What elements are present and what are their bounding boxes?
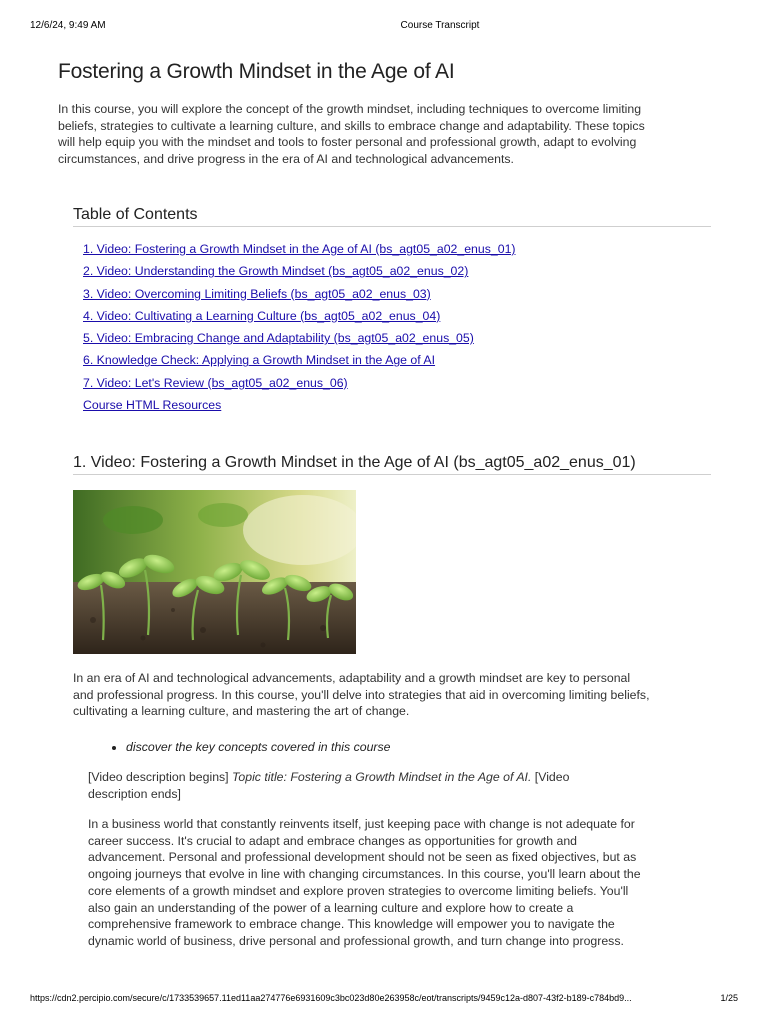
print-header-datetime: 12/6/24, 9:49 AM bbox=[30, 20, 106, 31]
section-heading-video-1: 1. Video: Fostering a Growth Mindset in the Age of AI (bs_agt05_a02_enus_01) bbox=[73, 454, 711, 475]
toc-item bbox=[83, 285, 516, 307]
section-paragraph-body: In a business world that constantly reinvents itself, just keeping pace with change is not adequate for career success. It's crucial to adapt and embrace changes as opportunities for growth and advancement. Personal and professional development should not be seen as fixed objectives, but as ongoing journeys that evolve in line with changing circumstances. In this course, you'll learn about the core elements of a growth mindset and explore proven strategies to overcome limiting beliefs. You'll also gain an understanding of the power of a learning culture and explore how to create a comprehensive framework to embrace change. This knowledge will empower you to navigate the dynamic world of business, drive personal and professional growth, and turn change into progress. bbox=[88, 817, 641, 948]
toc-item bbox=[83, 329, 516, 351]
section-paragraph-intro: In an era of AI and technological advancements, adaptability and a growth mindset are key to personal and professional progress. In this course, you'll delve into strategies that aid in overcoming limiting beliefs, cultivating a learning culture, and mastering the art of change. bbox=[73, 671, 650, 719]
video-description bbox=[88, 769, 628, 802]
course-intro: In this course, you will explore the concept of the growth mindset, including techniques to overcome limiting beliefs, strategies to cultivate a learning culture, and skills to embrace change and adaptability. These topics will help equip you with the mindset and tools to foster personal and professional growth, adapt to evolving circumstances, and drive progress in the era of AI and technological advancements. bbox=[58, 102, 645, 167]
print-footer-url: https://cdn2.percipio.com/secure/c/1733539657.11ed11aa274776e6931609c3bc023d80e263958c/eot/transcripts/9459c12a-d807-43f2-b189-c784bd9... bbox=[30, 993, 632, 1003]
toc-item bbox=[83, 351, 516, 373]
seedlings-image bbox=[73, 490, 356, 654]
toc-item bbox=[83, 262, 516, 284]
toc-link-video-4[interactable]: 4. Video: Cultivating a Learning Culture (bs_agt05_a02_enus_04) bbox=[83, 308, 441, 323]
toc-link-video-2[interactable]: 2. Video: Understanding the Growth Mindset (bs_agt05_a02_enus_02) bbox=[83, 264, 469, 279]
toc-list bbox=[83, 240, 516, 418]
video-desc-begin: [Video description begins] bbox=[88, 770, 233, 784]
toc-heading: Table of Contents bbox=[73, 206, 711, 227]
print-footer-page-number: 1/25 bbox=[720, 993, 738, 1003]
course-title: Fostering a Growth Mindset in the Age of AI bbox=[58, 60, 455, 83]
toc-item bbox=[83, 396, 516, 418]
video-desc-topic: Topic title: Fostering a Growth Mindset in the Age of AI. bbox=[232, 770, 532, 784]
toc-link-video-review[interactable]: 7. Video: Let's Review (bs_agt05_a02_enus_06) bbox=[83, 375, 348, 390]
video-desc-end: [Video description ends] bbox=[88, 770, 570, 801]
toc-item bbox=[83, 307, 516, 329]
toc-item bbox=[83, 240, 516, 262]
print-header-title: Course Transcript bbox=[400, 20, 480, 31]
toc-link-knowledge-check[interactable]: 6. Knowledge Check: Applying a Growth Mindset in the Age of AI bbox=[83, 353, 436, 368]
toc-item bbox=[83, 374, 516, 396]
toc-link-video-3[interactable]: 3. Video: Overcoming Limiting Beliefs (bs_agt05_a02_enus_03) bbox=[83, 286, 431, 301]
toc-link-html-resources[interactable]: Course HTML Resources bbox=[83, 398, 222, 413]
toc-link-video-1[interactable]: 1. Video: Fostering a Growth Mindset in the Age of AI (bs_agt05_a02_enus_01) bbox=[83, 242, 516, 256]
toc-link-video-5[interactable]: 5. Video: Embracing Change and Adaptability (bs_agt05_a02_enus_05) bbox=[83, 331, 474, 346]
topic-bullet-list bbox=[108, 738, 666, 756]
topic-bullet: • discover the key concepts covered in this course bbox=[126, 738, 666, 756]
